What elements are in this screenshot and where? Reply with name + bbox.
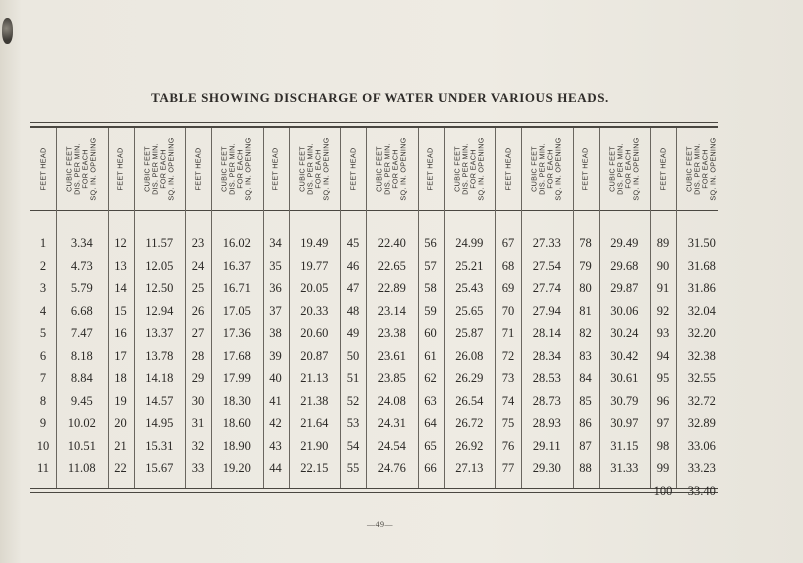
column-header-discharge — [676, 128, 728, 210]
feet-head-cell: 46 — [346, 258, 360, 273]
feet-head-cell: 32 — [191, 438, 205, 453]
column-header-feet-head — [108, 128, 134, 210]
column-header-discharge — [444, 128, 496, 210]
discharge-cell: 22.40 — [377, 236, 406, 250]
discharge-cell: 10.02 — [67, 416, 96, 430]
discharge-cell: 13.37 — [145, 326, 174, 340]
feet-head-cell: 21 — [114, 438, 127, 453]
feet-head-cell: 47 — [346, 281, 360, 295]
feet-head-cell: 93 — [656, 326, 670, 340]
discharge-cell: 32.89 — [687, 416, 716, 430]
column-header-label: CUBIC FEET DIS. PER MIN. FOR EACH SQ. IN. OPENING — [142, 137, 176, 201]
discharge-cell: 32.38 — [687, 348, 716, 363]
discharge-cell: 25.21 — [455, 258, 484, 273]
feet-head-cell: 89 — [656, 236, 670, 250]
discharge-cell: 20.05 — [300, 281, 329, 295]
discharge-cell: 27.54 — [532, 258, 561, 273]
feet-head-cell: 82 — [579, 326, 592, 340]
discharge-cell: 27.74 — [532, 281, 561, 295]
feet-head-cell: 11 — [36, 461, 50, 475]
feet-head-cell: 35 — [269, 258, 282, 273]
discharge-cell: 23.85 — [377, 371, 406, 385]
column-header-discharge — [366, 128, 418, 210]
discharge-cell: 25.43 — [455, 281, 484, 295]
discharge-cell: 31.68 — [687, 258, 716, 273]
column-header-feet-head — [650, 128, 676, 210]
feet-head-cell: 62 — [424, 371, 437, 385]
discharge-cell: 30.79 — [610, 393, 639, 408]
discharge-cell: 29.68 — [610, 258, 639, 273]
feet-head-cell: 49 — [346, 326, 360, 340]
discharge-cell: 19.49 — [300, 236, 329, 250]
discharge-cell: 5.79 — [70, 281, 93, 295]
feet-head-cell: 40 — [269, 371, 282, 385]
discharge-cell: 23.61 — [377, 348, 406, 363]
discharge-table — [30, 122, 718, 496]
discharge-cell: 27.94 — [532, 303, 561, 318]
discharge-cell: 18.60 — [222, 416, 251, 430]
column-header-feet-head — [263, 128, 289, 210]
feet-head-cell: 54 — [346, 438, 360, 453]
discharge-cell: 28.73 — [532, 393, 561, 408]
feet-head-cell: 73 — [501, 371, 515, 385]
feet-head-cell: 72 — [501, 348, 515, 363]
discharge-cell: 11.57 — [145, 236, 174, 250]
discharge-cell: 31.33 — [610, 461, 639, 475]
feet-head-cell: 90 — [656, 258, 670, 273]
column-header-label: FEET HEAD — [115, 147, 125, 191]
feet-head-cell: 95 — [656, 371, 670, 385]
feet-head-cell: 67 — [501, 236, 515, 250]
feet-head-cell: 98 — [656, 438, 670, 453]
feet-head-cell: 48 — [346, 303, 360, 318]
column-header-label: CUBIC FEET DIS. PER MIN. FOR EACH SQ. IN. OPENING — [452, 137, 486, 201]
discharge-cell: 3.34 — [70, 236, 93, 250]
feet-head-cell: 96 — [656, 393, 670, 408]
discharge-cell: 31.86 — [687, 281, 716, 295]
feet-head-cell: 74 — [501, 393, 515, 408]
discharge-cell: 13.78 — [145, 348, 174, 363]
column-header-label: FEET HEAD — [348, 147, 357, 191]
discharge-cell: 33.06 — [687, 438, 716, 453]
feet-head-cell: 57 — [424, 258, 437, 273]
discharge-cell: 30.61 — [610, 371, 639, 385]
column-header-discharge — [56, 128, 108, 210]
column-header-label: CUBIC FEET DIS. PER MIN. FOR EACH SQ. IN. OPENING — [529, 137, 563, 201]
discharge-cell: 29.30 — [532, 461, 561, 475]
discharge-cell: 28.34 — [532, 348, 561, 363]
column-header-discharge — [289, 128, 341, 210]
feet-head-cell: 53 — [346, 416, 360, 430]
table-top-rule — [30, 122, 718, 123]
discharge-cell: 26.92 — [455, 438, 484, 453]
feet-head-cell: 41 — [269, 393, 282, 408]
discharge-cell: 8.18 — [70, 348, 93, 363]
feet-head-cell: 10 — [36, 438, 50, 453]
feet-head-cell: 92 — [656, 303, 670, 318]
discharge-cell: 30.24 — [610, 326, 639, 340]
feet-head-cell: 77 — [501, 461, 515, 475]
discharge-cell: 21.64 — [300, 416, 329, 430]
discharge-cell: 14.18 — [145, 371, 174, 385]
discharge-cell: 28.93 — [532, 416, 561, 430]
column-header-label: FEET HEAD — [425, 147, 435, 191]
feet-head-cell: 34 — [269, 236, 282, 250]
discharge-cell: 19.77 — [300, 258, 329, 273]
discharge-cell: 26.54 — [455, 393, 484, 408]
feet-head-cell: 52 — [346, 393, 360, 408]
discharge-cell: 7.47 — [70, 326, 93, 340]
feet-head-cell: 51 — [346, 371, 360, 385]
feet-head-cell: 68 — [501, 258, 515, 273]
feet-head-cell: 56 — [424, 236, 437, 250]
feet-head-cell: 43 — [269, 438, 282, 453]
feet-head-cell: 26 — [191, 303, 205, 318]
discharge-cell: 28.14 — [532, 326, 561, 340]
column-header-feet-head — [573, 128, 599, 210]
column-header-label: FEET HEAD — [658, 147, 667, 191]
page-title: TABLE SHOWING DISCHARGE OF WATER UNDER VARIOUS HEADS. — [151, 90, 609, 105]
column-header-label: CUBIC FEET DIS. PER MIN. FOR EACH SQ. IN. OPENING — [64, 137, 98, 201]
feet-head-cell: 30 — [191, 393, 205, 408]
feet-head-cell: 16 — [114, 326, 127, 340]
discharge-cell: 12.94 — [145, 303, 174, 318]
discharge-cell: 10.51 — [67, 438, 96, 453]
discharge-cell: 32.55 — [687, 371, 716, 385]
discharge-cell: 25.65 — [455, 303, 484, 318]
discharge-cell: 31.15 — [610, 438, 639, 453]
discharge-cell: 8.84 — [70, 371, 93, 385]
column-header-label: CUBIC FEET DIS. PER MIN. FOR EACH SQ. IN. OPENING — [607, 137, 641, 201]
discharge-cell: 16.71 — [222, 281, 251, 295]
feet-head-cell: 23 — [191, 236, 205, 250]
discharge-cell: 20.87 — [300, 348, 329, 363]
feet-head-cell: 14 — [114, 281, 127, 295]
discharge-cell: 32.04 — [687, 303, 716, 318]
discharge-cell: 4.73 — [70, 258, 93, 273]
feet-head-cell: 64 — [424, 416, 437, 430]
discharge-cell: 21.13 — [300, 371, 329, 385]
discharge-cell: 20.33 — [300, 303, 329, 318]
feet-head-cell: 17 — [114, 348, 127, 363]
feet-head-cell: 36 — [269, 281, 282, 295]
discharge-cell: 15.31 — [145, 438, 174, 453]
feet-head-cell: 9 — [39, 416, 47, 430]
feet-head-cell: 45 — [346, 236, 360, 250]
feet-head-cell: 94 — [656, 348, 670, 363]
column-header-label: FEET HEAD — [38, 147, 47, 191]
discharge-cell: 17.36 — [222, 326, 251, 340]
discharge-cell: 22.65 — [377, 258, 406, 273]
binding-hole — [2, 18, 13, 44]
feet-head-cell: 29 — [191, 371, 205, 385]
column-header-label: FEET HEAD — [193, 147, 202, 191]
discharge-cell: 30.42 — [610, 348, 639, 363]
feet-head-cell: 81 — [579, 303, 592, 318]
discharge-cell: 24.08 — [377, 393, 406, 408]
feet-head-cell: 15 — [114, 303, 127, 318]
discharge-cell: 12.50 — [145, 281, 174, 295]
column-header-label: FEET HEAD — [580, 147, 590, 191]
feet-head-cell: 100 — [653, 483, 673, 498]
discharge-cell: 32.72 — [687, 393, 716, 408]
discharge-cell: 27.33 — [532, 236, 561, 250]
feet-head-cell: 61 — [424, 348, 437, 363]
feet-head-cell: 6 — [39, 348, 47, 363]
feet-head-cell: 83 — [579, 348, 592, 363]
column-header-label: FEET HEAD — [503, 147, 512, 191]
column-header-discharge — [211, 128, 263, 210]
feet-head-cell: 31 — [191, 416, 205, 430]
discharge-cell: 17.68 — [222, 348, 251, 363]
discharge-cell: 21.90 — [300, 438, 329, 453]
discharge-cell: 17.99 — [222, 371, 251, 385]
feet-head-cell: 19 — [114, 393, 127, 408]
discharge-cell: 6.68 — [70, 303, 93, 318]
feet-head-cell: 27 — [191, 326, 205, 340]
feet-head-cell: 69 — [501, 281, 515, 295]
discharge-cell: 33.40 — [687, 483, 716, 498]
feet-head-cell: 99 — [656, 461, 670, 475]
discharge-cell: 29.49 — [610, 236, 639, 250]
feet-head-cell: 97 — [656, 416, 670, 430]
discharge-cell: 24.99 — [455, 236, 484, 250]
feet-head-cell: 8 — [39, 393, 47, 408]
feet-head-cell: 75 — [501, 416, 515, 430]
feet-head-cell: 85 — [579, 393, 592, 408]
discharge-cell: 26.72 — [455, 416, 484, 430]
column-header-label: FEET HEAD — [270, 147, 280, 191]
column-header-feet-head — [495, 128, 521, 210]
feet-head-cell: 12 — [114, 236, 127, 250]
discharge-cell: 23.14 — [377, 303, 406, 318]
column-header-feet-head — [185, 128, 211, 210]
discharge-cell: 17.05 — [222, 303, 251, 318]
discharge-cell: 15.67 — [145, 461, 174, 475]
discharge-cell: 22.15 — [300, 461, 329, 475]
discharge-cell: 29.87 — [610, 281, 639, 295]
feet-head-cell: 60 — [424, 326, 437, 340]
discharge-cell: 22.89 — [377, 281, 406, 295]
feet-head-cell: 63 — [424, 393, 437, 408]
feet-head-cell: 18 — [114, 371, 127, 385]
column-header-feet-head — [418, 128, 444, 210]
table-bottom-rule-double — [30, 492, 718, 493]
table-bottom-rule — [30, 488, 718, 489]
feet-head-cell: 50 — [346, 348, 360, 363]
feet-head-cell: 65 — [424, 438, 437, 453]
discharge-cell: 16.02 — [222, 236, 251, 250]
column-header-label: CUBIC FEET DIS. PER MIN. FOR EACH SQ. IN. OPENING — [219, 137, 253, 201]
feet-head-cell: 87 — [579, 438, 592, 453]
feet-head-cell: 79 — [579, 258, 592, 273]
discharge-cell: 19.20 — [222, 461, 251, 475]
feet-head-cell: 55 — [346, 461, 360, 475]
feet-head-cell: 7 — [39, 371, 47, 385]
discharge-cell: 26.29 — [455, 371, 484, 385]
column-header-discharge — [599, 128, 651, 210]
column-header-discharge — [134, 128, 186, 210]
discharge-cell: 12.05 — [145, 258, 174, 273]
feet-head-cell: 22 — [114, 461, 127, 475]
feet-head-cell: 39 — [269, 348, 282, 363]
column-header-label: CUBIC FEET DIS. PER MIN. FOR EACH SQ. IN. OPENING — [684, 137, 718, 201]
discharge-cell: 30.06 — [610, 303, 639, 318]
discharge-cell: 28.53 — [532, 371, 561, 385]
feet-head-cell: 37 — [269, 303, 282, 318]
discharge-cell: 31.50 — [687, 236, 716, 250]
feet-head-cell: 88 — [579, 461, 592, 475]
discharge-cell: 24.76 — [377, 461, 406, 475]
feet-head-cell: 86 — [579, 416, 592, 430]
column-header-feet-head — [30, 128, 56, 210]
page-number: —49— — [367, 520, 393, 529]
feet-head-cell: 1 — [39, 236, 47, 250]
feet-head-cell: 38 — [269, 326, 282, 340]
discharge-cell: 30.97 — [610, 416, 639, 430]
discharge-cell: 24.54 — [377, 438, 406, 453]
column-header-discharge — [521, 128, 573, 210]
feet-head-cell: 76 — [501, 438, 515, 453]
feet-head-cell: 91 — [656, 281, 670, 295]
discharge-cell: 21.38 — [300, 393, 329, 408]
discharge-cell: 24.31 — [377, 416, 406, 430]
feet-head-cell: 58 — [424, 281, 437, 295]
discharge-cell: 29.11 — [532, 438, 561, 453]
column-header-feet-head — [340, 128, 366, 210]
feet-head-cell: 80 — [579, 281, 592, 295]
discharge-cell: 27.13 — [455, 461, 484, 475]
discharge-cell: 33.23 — [687, 461, 716, 475]
feet-head-cell: 59 — [424, 303, 437, 318]
feet-head-cell: 13 — [114, 258, 127, 273]
feet-head-cell: 28 — [191, 348, 205, 363]
feet-head-cell: 44 — [269, 461, 282, 475]
feet-head-cell: 71 — [501, 326, 515, 340]
discharge-cell: 18.30 — [222, 393, 251, 408]
discharge-cell: 9.45 — [70, 393, 93, 408]
feet-head-cell: 5 — [39, 326, 47, 340]
discharge-cell: 14.57 — [145, 393, 174, 408]
feet-head-cell: 2 — [39, 258, 47, 273]
discharge-cell: 32.20 — [687, 326, 716, 340]
feet-head-cell: 78 — [579, 236, 592, 250]
discharge-cell: 20.60 — [300, 326, 329, 340]
discharge-cell: 14.95 — [145, 416, 174, 430]
discharge-cell: 18.90 — [222, 438, 251, 453]
feet-head-cell: 70 — [501, 303, 515, 318]
discharge-cell: 23.38 — [377, 326, 406, 340]
feet-head-cell: 24 — [191, 258, 205, 273]
column-header-label: CUBIC FEET DIS. PER MIN. FOR EACH SQ. IN. OPENING — [297, 137, 331, 201]
discharge-cell: 25.87 — [455, 326, 484, 340]
column-header-label: CUBIC FEET DIS. PER MIN. FOR EACH SQ. IN. OPENING — [374, 137, 408, 201]
feet-head-cell: 25 — [191, 281, 205, 295]
feet-head-cell: 42 — [269, 416, 282, 430]
feet-head-cell: 66 — [424, 461, 437, 475]
feet-head-cell: 3 — [39, 281, 47, 295]
feet-head-cell: 20 — [114, 416, 127, 430]
discharge-cell: 16.37 — [222, 258, 251, 273]
feet-head-cell: 84 — [579, 371, 592, 385]
feet-head-cell: 4 — [39, 303, 47, 318]
discharge-cell: 11.08 — [67, 461, 96, 475]
discharge-cell: 26.08 — [455, 348, 484, 363]
feet-head-cell: 33 — [191, 461, 205, 475]
